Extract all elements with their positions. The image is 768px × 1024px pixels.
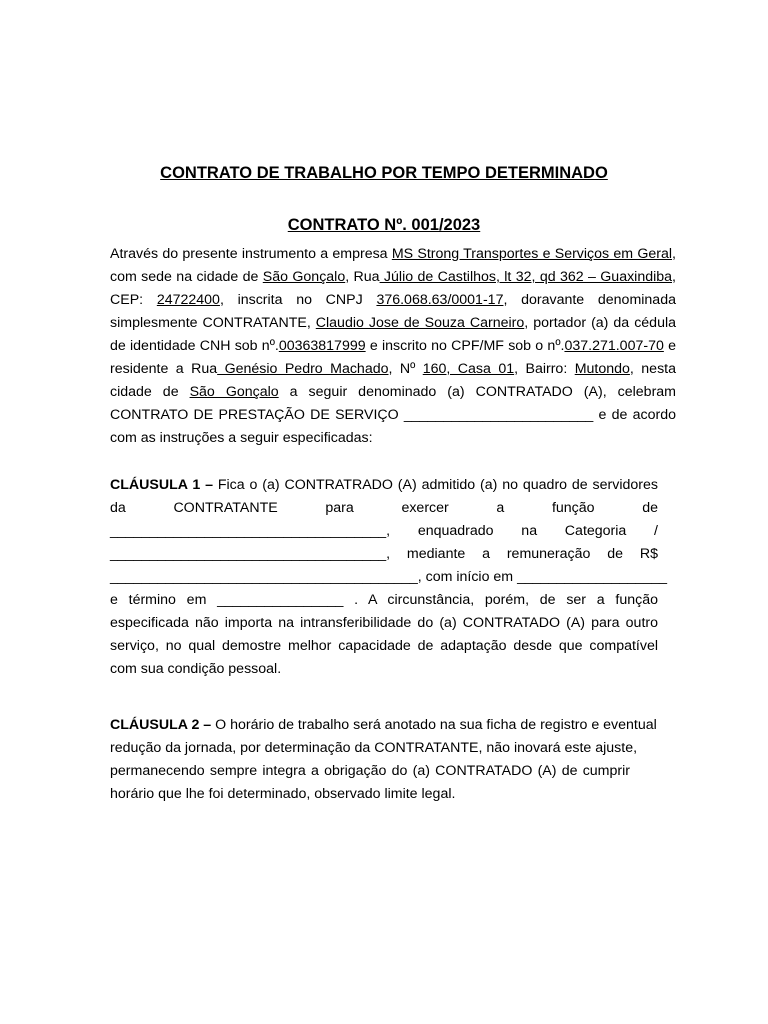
company-cnpj: 376.068.63/0001-17	[376, 292, 504, 308]
residence-city: São Gonçalo	[189, 384, 279, 400]
clause-2	[110, 714, 657, 806]
company-name: MS Strong Transportes e Serviços em Geral	[391, 246, 673, 262]
clause-line: permanecendo sempre integra a obrigação do (a) CONTRATADO (A) de cumprir	[110, 763, 630, 779]
clause-line: CLÁUSULA 2 – O horário de trabalho será anotado na sua ficha de registro e eventual	[110, 717, 657, 733]
cnh-number: 00363817999	[278, 338, 366, 354]
clause-line: da CONTRATANTE para exercer a função de	[110, 500, 658, 516]
company-cep: 24722400	[156, 292, 220, 308]
clause-line: ___________________________________, enquadrado na Categoria /	[110, 523, 658, 539]
residence-district: Mutondo	[574, 361, 630, 377]
clause-line: especificada não importa na intransferibilidade do (a) CONTRATADO (A) para outro	[110, 615, 658, 631]
contract-number: CONTRATO Nº. 001/2023	[287, 216, 481, 234]
residence-number: 160, Casa 01	[422, 361, 515, 377]
representative-name: Claudio Jose de Souza Carneiro	[315, 315, 525, 331]
residence-street: Genésio Pedro Machado	[217, 361, 389, 377]
clause-line: ___________________________________, mediante a remuneração de R$	[110, 546, 658, 562]
company-city: São Gonçalo	[262, 269, 346, 285]
company-street: Júlio de Castilhos, lt 32, qd 362 – Guaxindiba,	[379, 269, 676, 285]
clause-line: horário que lhe foi determinado, observado limite legal.	[110, 786, 456, 802]
clause-line: serviço, no qual demostre melhor capacidade de adaptação desde que compatível	[110, 638, 658, 654]
clause-line: CLÁUSULA 1 – Fica o (a) CONTRATRADO (A) admitido (a) no quadro de servidores	[110, 477, 658, 493]
intro-line: simplesmente CONTRATANTE, Claudio Jose de Souza Carneiro, portador (a) da cédula	[110, 315, 676, 331]
clause-line: com sua condição pessoal.	[110, 661, 282, 677]
intro-line: de identidade CNH sob nº.00363817999 e inscrito no CPF/MF sob o nº.037.271.007-70 e	[110, 338, 676, 354]
clause-line: e término em ________________ . A circunstância, porém, de ser a função	[110, 592, 658, 608]
document-title: CONTRATO DE TRABALHO POR TEMPO DETERMINADO	[160, 164, 608, 182]
clause-line: _______________________________________, com início em ___________________	[110, 569, 667, 585]
intro-line: com sede na cidade de São Gonçalo, Rua Júlio de Castilhos, lt 32, qd 362 – Guaxindiba,	[110, 269, 676, 285]
cpf-number: 037.271.007-70	[564, 338, 664, 354]
intro-line: CEP: 24722400, inscrita no CNPJ 376.068.63/0001-17, doravante denominada	[110, 292, 676, 308]
intro-line: cidade de São Gonçalo a seguir denominado (a) CONTRATADO (A), celebram	[110, 384, 676, 400]
clause-heading: CLÁUSULA 2 –	[110, 717, 212, 733]
intro-line: CONTRATO DE PRESTAÇÃO DE SERVIÇO ________________________ e de acordo	[110, 407, 676, 423]
clause-heading: CLÁUSULA 1 –	[110, 477, 213, 493]
intro-line: com as instruções a seguir especificadas:	[110, 430, 373, 446]
clause-line: redução da jornada, por determinação da CONTRATANTE, não inovará este ajuste,	[110, 740, 638, 756]
intro-paragraph	[110, 243, 676, 450]
clause-1	[110, 474, 667, 681]
intro-line: Através do presente instrumento a empresa MS Strong Transportes e Serviços em Geral,	[110, 246, 676, 262]
intro-line: residente a Rua Genésio Pedro Machado, Nº 160, Casa 01, Bairro: Mutondo, nesta	[110, 361, 676, 377]
